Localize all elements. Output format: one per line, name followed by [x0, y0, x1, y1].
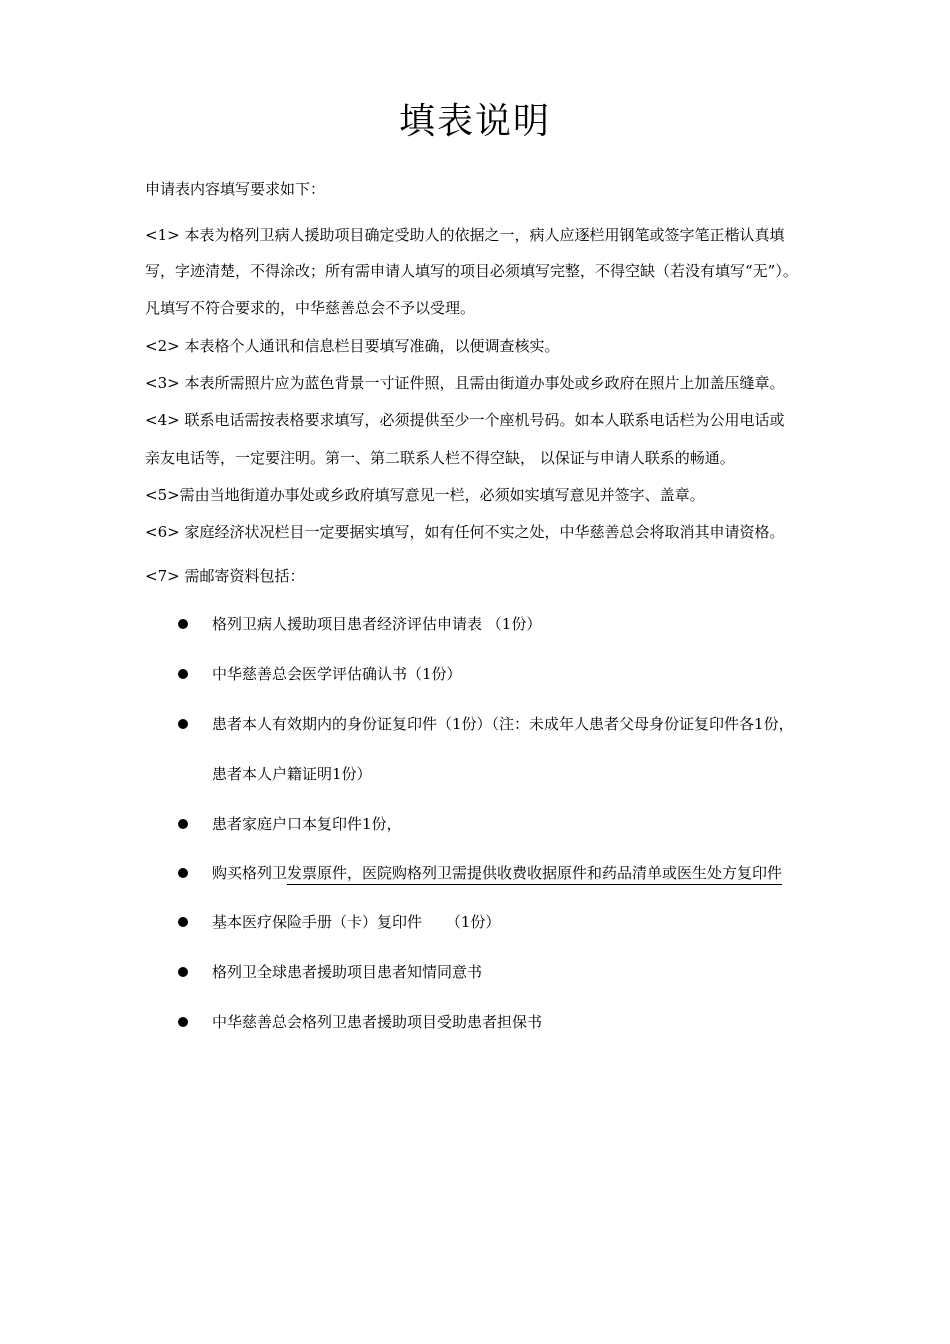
list-item-text: 患者家庭户口本复印件1份，	[212, 815, 402, 833]
bullet-dot-icon	[178, 967, 188, 977]
item-4-line-1: <4> 联系电话需按表格要求填写，必须提供至少一个座机号码。如本人联系电话栏为公用电话或	[145, 411, 785, 429]
item-6: <6> 家庭经济状况栏目一定要据实填写，如有任何不实之处，中华慈善总会将取消其申请资格。	[145, 523, 785, 541]
bullet-dot-icon	[178, 719, 188, 729]
item-3: <3> 本表所需照片应为蓝色背景一寸证件照，且需由街道办事处或乡政府在照片上加盖压缝章。	[145, 374, 785, 392]
list-item-continuation: 患者本人户籍证明1份）	[212, 765, 372, 783]
intro-text: 申请表内容填写要求如下：	[145, 180, 326, 198]
list-item-text: 中华慈善总会医学评估确认书（1份）	[212, 665, 462, 683]
item-2: <2> 本表格个人通讯和信息栏目要填写准确，以便调查核实。	[145, 337, 560, 355]
item-1-line-1: <1> 本表为格列卫病人援助项目确定受助人的依据之一，病人应逐栏用钢笔或签字笔正楷认真填	[145, 226, 785, 244]
bullet-dot-icon	[178, 917, 188, 927]
item-1-line-2: 写，字迹清楚，不得涂改；所有需申请人填写的项目必须填写完整，不得空缺（若没有填写“无”）。	[145, 262, 798, 280]
list-item-text-plain: 购买格列卫	[212, 864, 288, 882]
list-item-text: 基本医疗保险手册（卡）复印件 （1份）	[212, 913, 501, 931]
item-5: <5>需由当地街道办事处或乡政府填写意见一栏，必须如实填写意见并签字、盖章。	[145, 486, 705, 504]
bullet-dot-icon	[178, 1017, 188, 1027]
bullet-dot-icon	[178, 619, 188, 629]
list-item-text: 患者本人有效期内的身份证复印件（1份）（注：未成年人患者父母身份证复印件各1份，	[212, 715, 794, 733]
bullet-dot-icon	[178, 669, 188, 679]
list-item-text-underlined: 发票原件，医院购格列卫需提供收费收据原件和药品清单或医生处方复印件	[287, 864, 782, 885]
item-1-line-3: 凡填写不符合要求的，中华慈善总会不予以受理。	[145, 299, 476, 317]
list-item-text	[212, 861, 782, 885]
item-4-line-2: 亲友电话等，一定要注明。第一、第二联系人栏不得空缺， 以保证与申请人联系的畅通。	[145, 449, 735, 467]
page-title: 填表说明	[398, 101, 551, 142]
list-item-text: 格列卫全球患者援助项目患者知情同意书	[212, 963, 483, 981]
bullet-dot-icon	[178, 868, 188, 878]
item-7: <7> 需邮寄资料包括：	[145, 567, 305, 585]
list-item-text: 中华慈善总会格列卫患者援助项目受助患者担保书	[212, 1013, 543, 1031]
list-item-text: 格列卫病人援助项目患者经济评估申请表 （1份）	[212, 615, 542, 633]
bullet-dot-icon	[178, 819, 188, 829]
